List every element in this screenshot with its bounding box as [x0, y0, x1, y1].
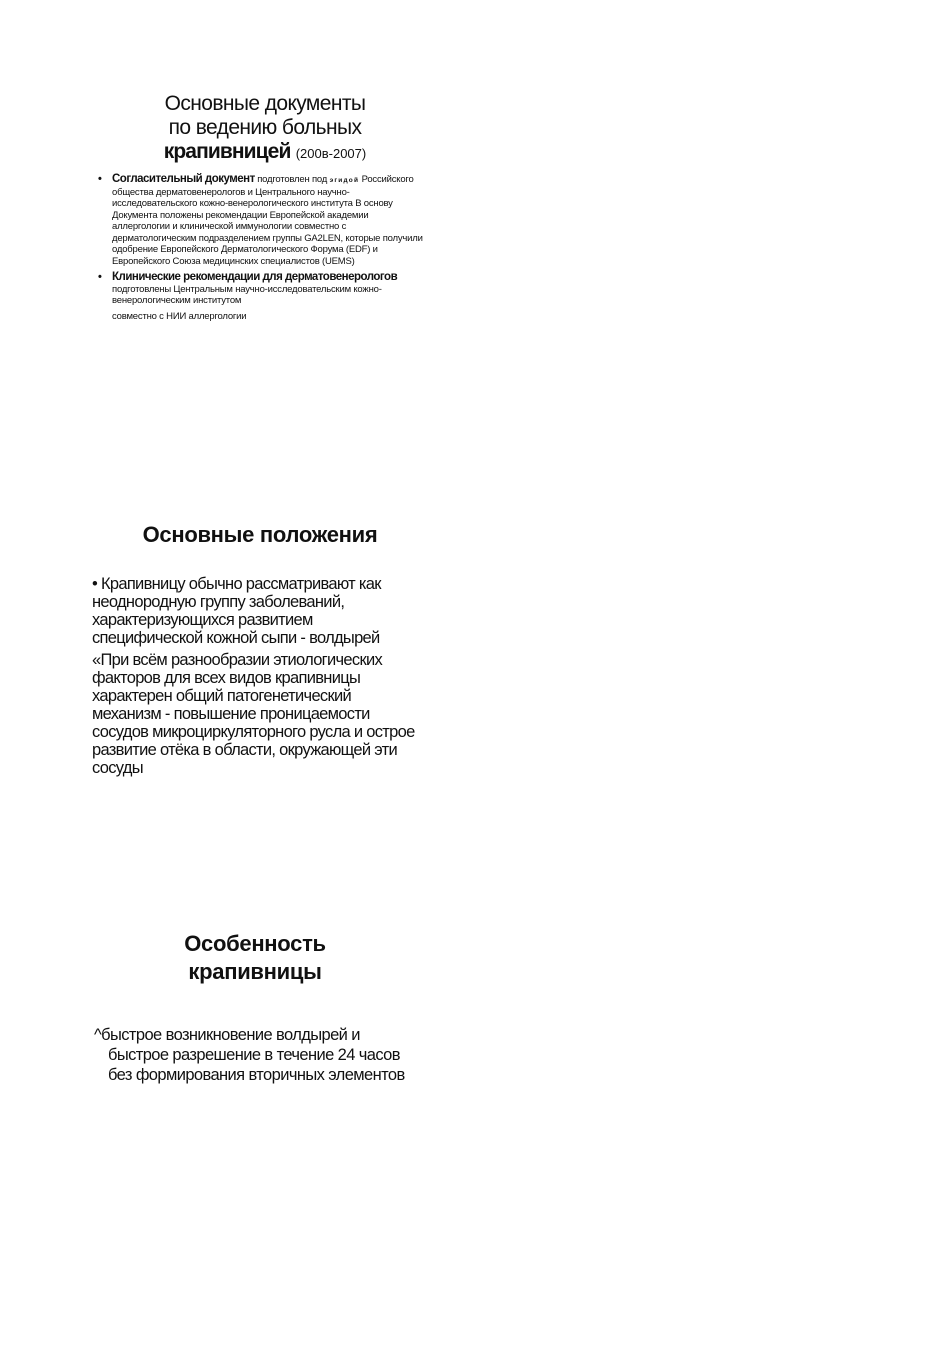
title-years: (200в-2007): [295, 146, 367, 161]
item-lead: Согласительный документ: [112, 173, 255, 185]
title-line-1: Основные документы: [164, 92, 366, 115]
list-item: [98, 272, 428, 322]
documents-list: [98, 174, 428, 322]
caret-marker-icon: ^: [94, 1026, 102, 1044]
title-line-3: крапивницей: [163, 140, 291, 163]
item-text-a: подготовлены Центральным научно-исследовательским кожно-венерологическим институтом: [112, 283, 382, 306]
title-line-2: по ведению больных: [168, 116, 362, 139]
item-tail: совместно с НИИ аллергологии: [112, 310, 247, 322]
slide-feature-title: [150, 930, 360, 986]
item-text-a: подготовлен под: [254, 174, 330, 185]
feature-title-line-2: крапивницы: [188, 959, 322, 984]
main-point-paragraph-1: • Крапивницу обычно рассматривают как неоднородную группу заболеваний, характеризующихся развитием специфической кожной сыпи - волдырей: [92, 575, 381, 647]
main-point-paragraph-2: «При всём разнообразии этиологических факторов для всех видов крапивницы характерен общий патогенетический механизм - повышение проницаемости сосудов микроциркуляторного русла и острое развитие отёка в области, окружающей эти сосуды: [92, 651, 415, 777]
item-small-text: эгидой: [329, 177, 360, 184]
feature-rest: быстрое разрешение в течение 24 часов без формирования вторичных элементов: [108, 1046, 405, 1084]
bullet-icon: •: [98, 173, 102, 185]
feature-title-line-1: Особенность: [184, 931, 326, 956]
bullet-icon: •: [98, 271, 102, 283]
slide-main-points-title: Основные положения: [142, 522, 378, 547]
slide-documents-title: [120, 92, 410, 166]
item-text-b: Российского общества дерматовенерологов и Центрального научно-исследовательского кожно-венерологического института В основу Документа положены рекомендации Европейской академии аллергологии и клинической иммунологии совместно с дерматологическим подразделением группы GA2LEN, которые получили одобрение Европейского Дерматологического Форума (EDF) и Европейского Союза медицинских специалистов (UEMS): [112, 174, 423, 267]
list-item: [98, 174, 428, 267]
feature-body: [94, 1025, 414, 1085]
main-points-body: [92, 575, 422, 781]
item-lead: Клинические рекомендации для дерматовенерологов: [112, 271, 398, 283]
feature-first-line: быстрое возникновение волдырей и: [101, 1026, 360, 1044]
